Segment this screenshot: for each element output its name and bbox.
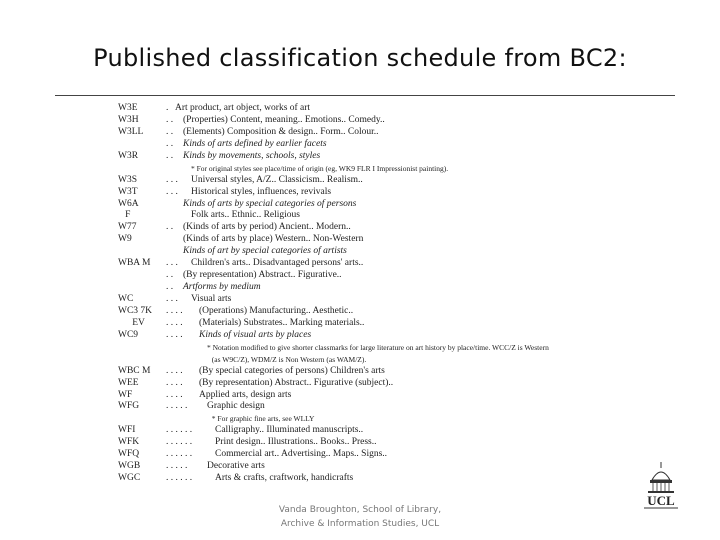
- schedule-entry: [118, 473, 678, 485]
- entry-caption: (Properties) Content, meaning.. Emotions.. Comedy..: [183, 114, 385, 125]
- entry-caption: Applied arts, design arts: [199, 389, 292, 400]
- schedule-entry: [118, 425, 678, 437]
- entry-caption: (Materials) Substrates.. Marking materials..: [199, 317, 365, 328]
- class-mark: WBC M: [118, 365, 151, 376]
- hierarchy-dots: . . . .: [166, 389, 183, 400]
- schedule-entry: [118, 390, 678, 402]
- schedule-entry: [118, 270, 678, 282]
- entry-caption: (By representation) Abstract.. Figurative..: [183, 270, 342, 281]
- schedule-entry: [118, 210, 678, 222]
- entry-caption: Children's arts.. Disadvantaged persons' arts..: [191, 258, 364, 269]
- class-mark: W3H: [118, 114, 139, 125]
- schedule-entry: [118, 282, 678, 294]
- footer-line-2: Archive & Information Studies, UCL: [280, 519, 440, 529]
- entry-caption: Print design.. Illustrations.. Books.. Press..: [215, 437, 377, 448]
- schedule-entry: [118, 437, 678, 449]
- entry-caption: Visual arts: [191, 294, 232, 304]
- class-mark: F: [118, 210, 131, 221]
- svg-text:UCL: UCL: [647, 493, 675, 508]
- schedule-entry: [118, 139, 678, 151]
- schedule-entry: [118, 187, 678, 199]
- entry-caption: (Operations) Manufacturing.. Aesthetic..: [199, 305, 354, 316]
- entry-caption: * Notation modified to give shorter classmarks for large literature on art history by place/time. WCC/Z is Western: [207, 342, 549, 352]
- schedule-entry: [118, 366, 678, 378]
- class-mark: WFI: [118, 425, 136, 436]
- schedule-entry: [118, 127, 678, 139]
- class-mark: W77: [118, 222, 137, 233]
- entry-caption: * For graphic fine arts, see WLLY: [211, 414, 315, 424]
- class-mark: W3E: [118, 103, 138, 113]
- class-mark: W3T: [118, 186, 138, 197]
- class-mark: WFQ: [118, 449, 140, 460]
- entry-caption: Historical styles, influences, revivals: [191, 186, 332, 197]
- hierarchy-dots: . .: [166, 126, 174, 137]
- class-mark: W9: [118, 234, 132, 245]
- class-mark: WC9: [118, 329, 139, 340]
- schedule-entry: [118, 378, 678, 390]
- hierarchy-dots: . . .: [166, 186, 178, 197]
- footer-line-1: Vanda Broughton, School of Library,: [278, 505, 442, 515]
- entry-caption: Universal styles, A/Z.. Classicism.. Realism..: [191, 174, 363, 185]
- entry-caption: Artforms by medium: [183, 282, 261, 293]
- entry-caption: (By representation) Abstract.. Figurative (subject)..: [199, 377, 394, 388]
- schedule-entry: [118, 306, 678, 318]
- schedule-entry: [118, 199, 678, 211]
- ucl-logo: [638, 460, 684, 510]
- hierarchy-dots: . . .: [166, 258, 178, 269]
- entry-caption: Kinds of visual arts by places: [199, 329, 312, 340]
- class-mark: EV: [118, 317, 145, 328]
- entry-caption: Kinds of arts defined by earlier facets: [183, 138, 327, 149]
- class-mark: WGB: [118, 461, 141, 472]
- entry-caption: * For original styles see place/time of origin (eg, WK9 FLR I Impressionist painting).: [191, 163, 449, 173]
- hierarchy-dots: . . .: [166, 174, 178, 185]
- title-divider: [55, 95, 675, 96]
- entry-caption: (Elements) Composition & design.. Form.. Colour..: [183, 126, 379, 137]
- hierarchy-dots: . . . . . .: [166, 449, 193, 460]
- hierarchy-dots: . .: [166, 270, 174, 281]
- hierarchy-dots: . . . . . .: [166, 473, 193, 484]
- ucl-portico-icon: [638, 460, 684, 510]
- hierarchy-dots: . . . .: [166, 317, 183, 328]
- slide-title: Published classification schedule from BC2:: [93, 44, 627, 72]
- hierarchy-dots: . .: [166, 150, 174, 161]
- entry-caption: Arts & crafts, craftwork, handicrafts: [215, 473, 354, 484]
- hierarchy-dots: . .: [166, 114, 174, 125]
- class-mark: W3LL: [118, 126, 144, 137]
- hierarchy-dots: . . . .: [166, 377, 183, 388]
- class-mark: WFG: [118, 401, 140, 412]
- schedule-entry: [118, 151, 678, 163]
- class-mark: W3R: [118, 150, 139, 161]
- schedule-entry: [118, 222, 678, 234]
- hierarchy-dots: . . .: [166, 294, 178, 304]
- hierarchy-dots: . .: [166, 282, 174, 293]
- schedule-entry: [118, 246, 678, 258]
- schedule-entry: [118, 449, 678, 461]
- entry-caption: Kinds of art by special categories of artists: [183, 246, 347, 257]
- hierarchy-dots: . . . . .: [166, 401, 188, 412]
- schedule-note: [118, 342, 678, 354]
- classification-schedule: [118, 103, 678, 485]
- schedule-entry: [118, 401, 678, 413]
- hierarchy-dots: . .: [166, 222, 174, 233]
- hierarchy-dots: . . . .: [166, 365, 183, 376]
- class-mark: WBA M: [118, 258, 151, 269]
- schedule-entry: [118, 318, 678, 330]
- class-mark: WC3 7K: [118, 305, 153, 316]
- hierarchy-dots: . . . .: [166, 329, 183, 340]
- entry-caption: Art product, art object, works of art: [175, 103, 311, 113]
- entry-caption: (By special categories of persons) Children's arts: [199, 365, 385, 376]
- entry-caption: Kinds of arts by special categories of persons: [183, 198, 357, 209]
- schedule-note: [118, 354, 678, 366]
- footer: [230, 503, 490, 531]
- entry-caption: Folk arts.. Ethnic.. Religious: [191, 210, 300, 221]
- hierarchy-dots: . .: [166, 138, 174, 149]
- schedule-entry: [118, 461, 678, 473]
- entry-caption: (Kinds of arts by place) Western.. Non-Western: [183, 234, 364, 245]
- schedule-entry: [118, 103, 678, 115]
- schedule-entry: [118, 330, 678, 342]
- entry-caption: Calligraphy.. Illuminated manuscripts..: [215, 425, 364, 436]
- schedule-entry: [118, 294, 678, 306]
- class-mark: WEE: [118, 377, 139, 388]
- class-mark: W6A: [118, 198, 139, 209]
- schedule-entry: [118, 258, 678, 270]
- hierarchy-dots: . . . . . .: [166, 425, 193, 436]
- hierarchy-dots: .: [166, 103, 169, 113]
- entry-caption: (as W9C/Z), WDM/Z is Non Western (as WAM/Z).: [211, 354, 367, 364]
- schedule-note: [118, 163, 678, 175]
- hierarchy-dots: . . . . . .: [166, 437, 193, 448]
- schedule-entry: [118, 175, 678, 187]
- schedule-note: [118, 413, 678, 425]
- schedule-entry: [118, 115, 678, 127]
- entry-caption: Graphic design: [207, 401, 265, 412]
- entry-caption: Commercial art.. Advertising.. Maps.. Signs..: [215, 449, 388, 460]
- class-mark: WFK: [118, 437, 140, 448]
- entry-caption: (Kinds of arts by period) Ancient.. Modern..: [183, 222, 351, 233]
- class-mark: WGC: [118, 473, 141, 484]
- entry-caption: Decorative arts: [207, 461, 265, 472]
- hierarchy-dots: . . . .: [166, 305, 183, 316]
- class-mark: W3S: [118, 174, 137, 185]
- class-mark: WC: [118, 294, 134, 304]
- entry-caption: Kinds by movements, schools, styles: [183, 150, 321, 161]
- class-mark: WF: [118, 389, 133, 400]
- schedule-entry: [118, 234, 678, 246]
- hierarchy-dots: . . . . .: [166, 461, 188, 472]
